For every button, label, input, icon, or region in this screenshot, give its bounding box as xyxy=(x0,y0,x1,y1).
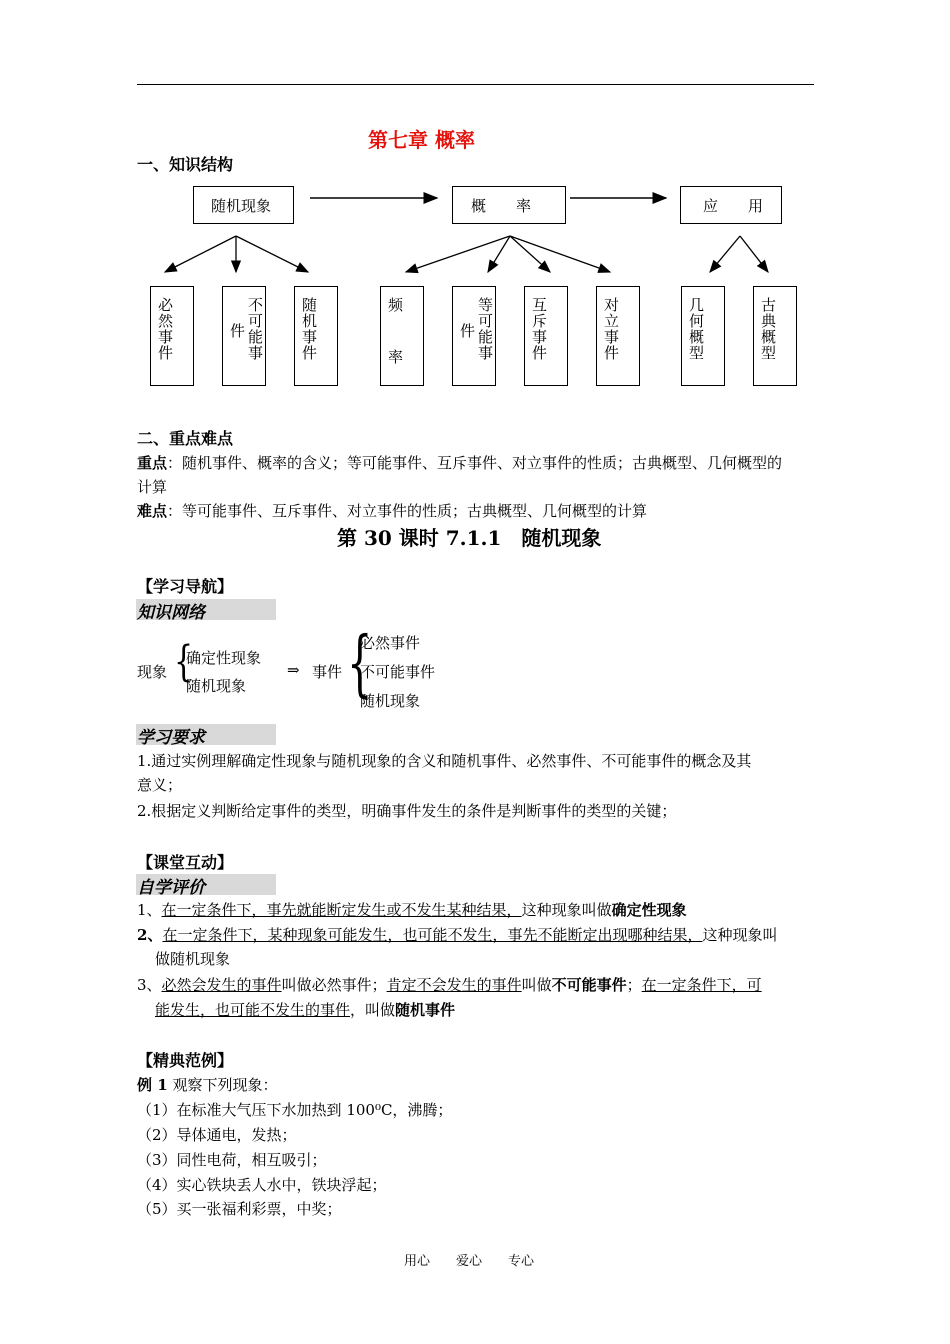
node-certain-event: 必然事件 xyxy=(150,286,194,386)
section-knowledge-structure: 一、知识结构 xyxy=(137,155,234,174)
guide-header: 【学习导航】 xyxy=(137,577,234,596)
class-interaction-header: 【课堂互动】 xyxy=(137,853,234,872)
node-impossible-event: 不可能事 件 xyxy=(222,286,266,386)
key-points-line: 重点：随机事件、概率的含义；等可能事件、互斥事件、对立事件的性质；古典概型、几何概型的 xyxy=(137,454,783,472)
self-eval-item-2b: 做随机现象 xyxy=(155,950,231,968)
knowledge-network-title: 知识网络 xyxy=(137,603,205,623)
requirement-1b: 意义； xyxy=(137,776,183,794)
key-points-line2: 计算 xyxy=(137,478,168,496)
self-eval-item-3: 3、必然会发生的事件叫做必然事件；肯定不会发生的事件叫做不可能事件；在一定条件下，可 xyxy=(137,976,762,994)
requirement-1: 1.通过实例理解确定性现象与随机现象的含义和随机事件、必然事件、不可能事件的概念及其 xyxy=(137,752,752,770)
node-probability: 概 率 xyxy=(452,186,566,224)
lesson-title: 第 30 课时 7.1.1 随机现象 xyxy=(337,526,602,550)
node-random-phenomenon: 随机现象 xyxy=(193,186,294,224)
examples-header: 【精典范例】 xyxy=(137,1051,234,1070)
node-frequency: 频 率 xyxy=(380,286,424,386)
chapter-title: 第七章 概率 xyxy=(368,128,475,152)
requirements-title: 学习要求 xyxy=(137,728,205,748)
net-root: 现象 xyxy=(137,663,168,681)
net-left-2: 随机现象 xyxy=(186,677,247,695)
node-application: 应 用 xyxy=(680,186,782,224)
requirement-2: 2.根据定义判断给定事件的类型，明确事件发生的条件是判断事件的类型的关键； xyxy=(137,802,677,820)
example-item: （1）在标准大气压下水加热到 100⁰C，沸腾； xyxy=(137,1101,453,1119)
net-mid: 事件 xyxy=(312,663,343,681)
example-item: （3）同性电荷，相互吸引； xyxy=(137,1151,327,1169)
example-item: （2）导体通电，发热； xyxy=(137,1126,297,1144)
node-mutually-exclusive-event: 互斥事件 xyxy=(524,286,568,386)
example-item: （5）买一张福利彩票，中奖； xyxy=(137,1200,342,1218)
difficult-points-line: 难点：等可能事件、互斥事件、对立事件的性质；古典概型、几何概型的计算 xyxy=(137,502,648,520)
self-evaluation-title: 自学评价 xyxy=(137,878,205,898)
node-classical-model: 古典概型 xyxy=(753,286,797,386)
node-equally-likely-event: 等可能事 件 xyxy=(452,286,496,386)
self-eval-item-3b: 能发生，也可能不发生的事件，叫做随机事件 xyxy=(155,1001,456,1019)
page-footer: 用心 爱心 专心 xyxy=(404,1254,535,1269)
section-key-points: 二、重点难点 xyxy=(137,429,234,448)
node-geometric-model: 几何概型 xyxy=(681,286,725,386)
net-brace-right: { xyxy=(347,622,373,706)
net-arrow: ⇒ xyxy=(287,661,300,679)
node-random-event: 随机事件 xyxy=(294,286,338,386)
net-left-1: 确定性现象 xyxy=(186,649,262,667)
self-eval-item-2: 2、在一定条件下，某种现象可能发生，也可能不发生，事先不能断定出现哪种结果，这种现象叫 xyxy=(137,926,778,944)
net-right-3: 随机现象 xyxy=(360,692,421,710)
example-1-intro: 例 1 观察下列现象： xyxy=(137,1076,278,1094)
node-complementary-event: 对立事件 xyxy=(596,286,640,386)
net-right-2: 不可能事件 xyxy=(360,663,436,681)
self-eval-item-1: 1、在一定条件下，事先就能断定发生或不发生某种结果，这种现象叫做确定性现象 xyxy=(137,901,687,919)
net-brace-left: { xyxy=(174,637,194,687)
net-right-1: 必然事件 xyxy=(360,634,421,652)
example-item: （4）实心铁块丢人水中，铁块浮起； xyxy=(137,1176,387,1194)
